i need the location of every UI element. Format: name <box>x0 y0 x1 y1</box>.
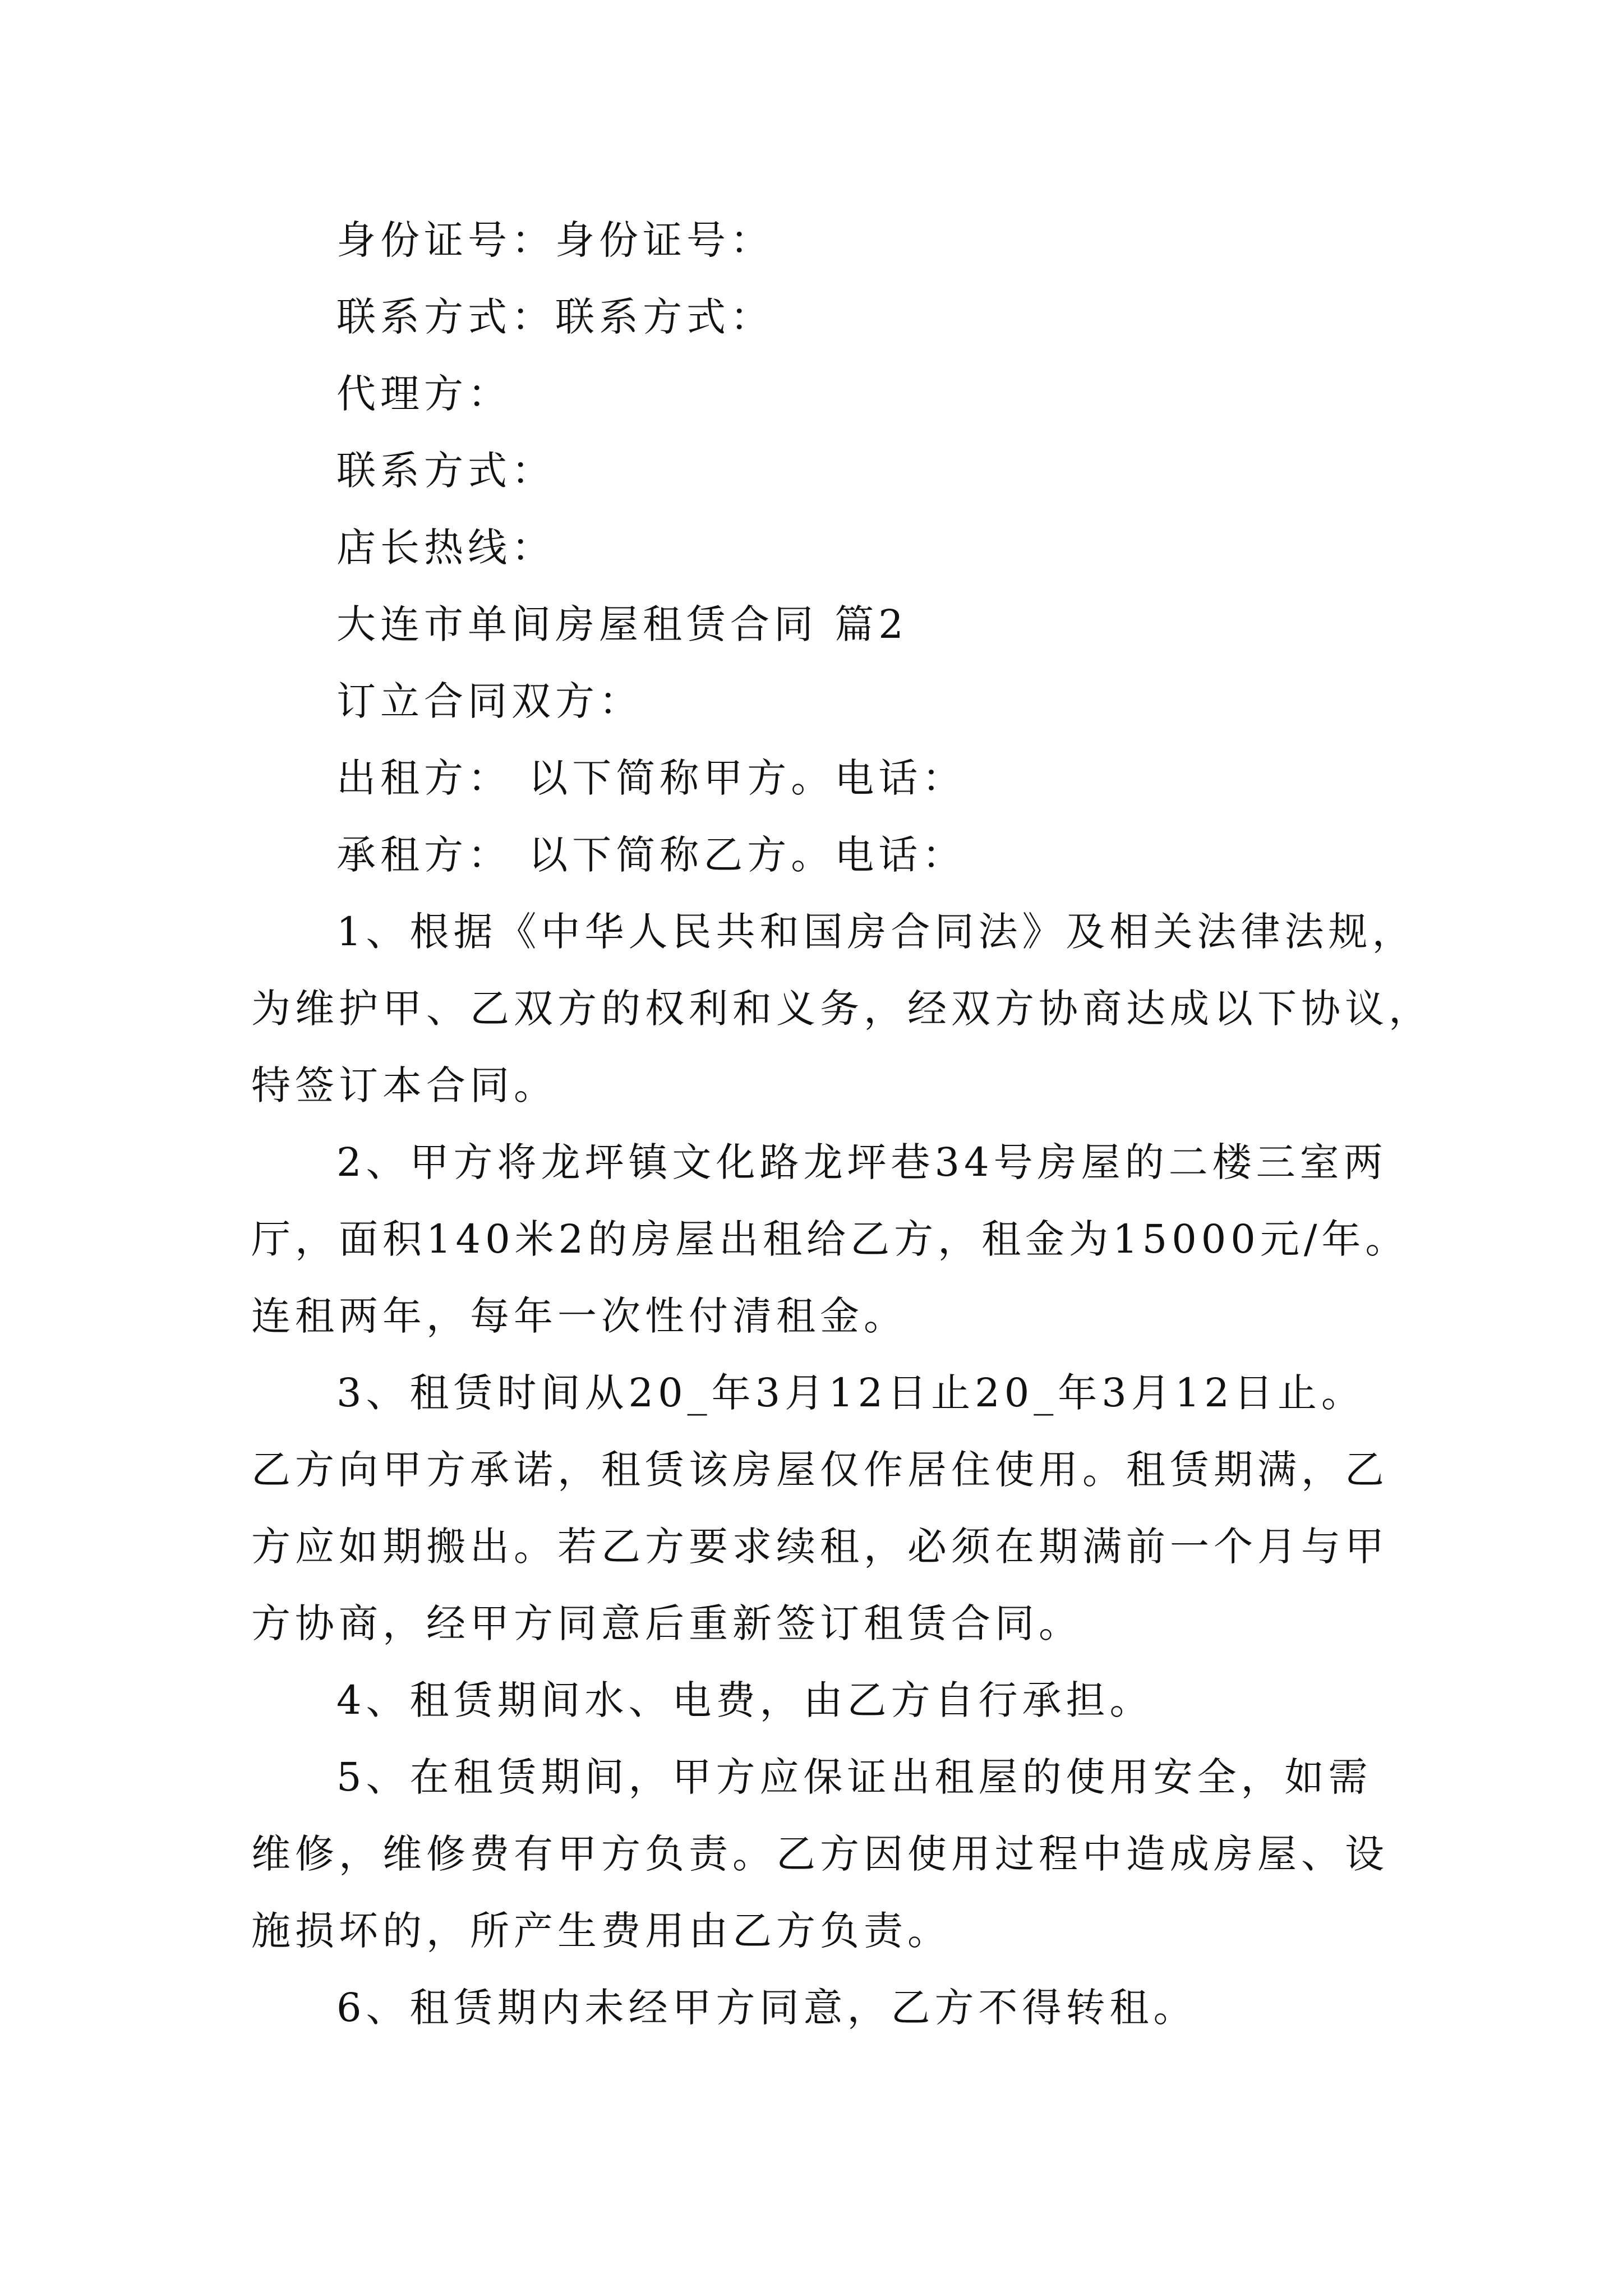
clause-line: 3、租赁时间从20_年3月12日止20_年3月12日止。 <box>336 1370 1365 1416</box>
agent-contact-line: 联系方式： <box>336 448 555 494</box>
clause-3 <box>251 1355 1402 1662</box>
clause-line: 5、在租赁期间，甲方应保证出租屋的使用安全，如需 <box>336 1754 1372 1800</box>
clause-line: 为维护甲、乙双方的权利和义务，经双方协商达成以下协议， <box>251 986 1432 1032</box>
lessor-line: 出租方： 以下简称甲方。电话： <box>336 755 966 801</box>
clause-line: 连租两年，每年一次性付清租金。 <box>251 1293 907 1339</box>
clause-4 <box>251 1662 1402 1739</box>
clause-1 <box>251 894 1432 1124</box>
clause-2 <box>251 1124 1409 1355</box>
section-title: 大连市单间房屋租赁合同 篇2 <box>336 601 908 647</box>
parties-heading: 订立合同双方： <box>336 678 643 724</box>
clause-line: 2、甲方将龙坪镇文化路龙坪巷34号房屋的二楼三室两 <box>336 1139 1387 1185</box>
agent-line: 代理方： <box>336 371 511 417</box>
clause-5 <box>251 1739 1402 1970</box>
clause-line: 方应如期搬出。若乙方要求续租，必须在期满前一个月与甲 <box>251 1524 1389 1570</box>
lessee-line: 承租方： 以下简称乙方。电话： <box>336 832 966 878</box>
clause-line: 维修，维修费有甲方负责。乙方因使用过程中造成房屋、设 <box>251 1831 1389 1877</box>
clause-line: 特签订本合同。 <box>251 1062 557 1108</box>
id-number-line: 身份证号：身份证号： <box>336 217 774 263</box>
clause-line: 1、根据《中华人民共和国房合同法》及相关法律法规， <box>336 909 1416 955</box>
contact-line: 联系方式：联系方式： <box>336 294 774 340</box>
store-hotline-line: 店长热线： <box>336 524 555 570</box>
clause-line: 厅，面积140米2的房屋出租给乙方，租金为15000元/年。 <box>251 1216 1409 1262</box>
clause-line: 4、租赁期间水、电费，由乙方自行承担。 <box>336 1677 1154 1723</box>
document-body <box>251 202 1432 2046</box>
clause-line: 方协商，经甲方同意后重新签订租赁合同。 <box>251 1600 1082 1646</box>
clause-line: 6、租赁期内未经甲方同意，乙方不得转租。 <box>336 1985 1197 2031</box>
clause-line: 乙方向甲方承诺，租赁该房屋仅作居住使用。租赁期满，乙 <box>251 1447 1389 1493</box>
clause-6 <box>251 1970 1402 2046</box>
clause-line: 施损坏的，所产生费用由乙方负责。 <box>251 1908 951 1954</box>
